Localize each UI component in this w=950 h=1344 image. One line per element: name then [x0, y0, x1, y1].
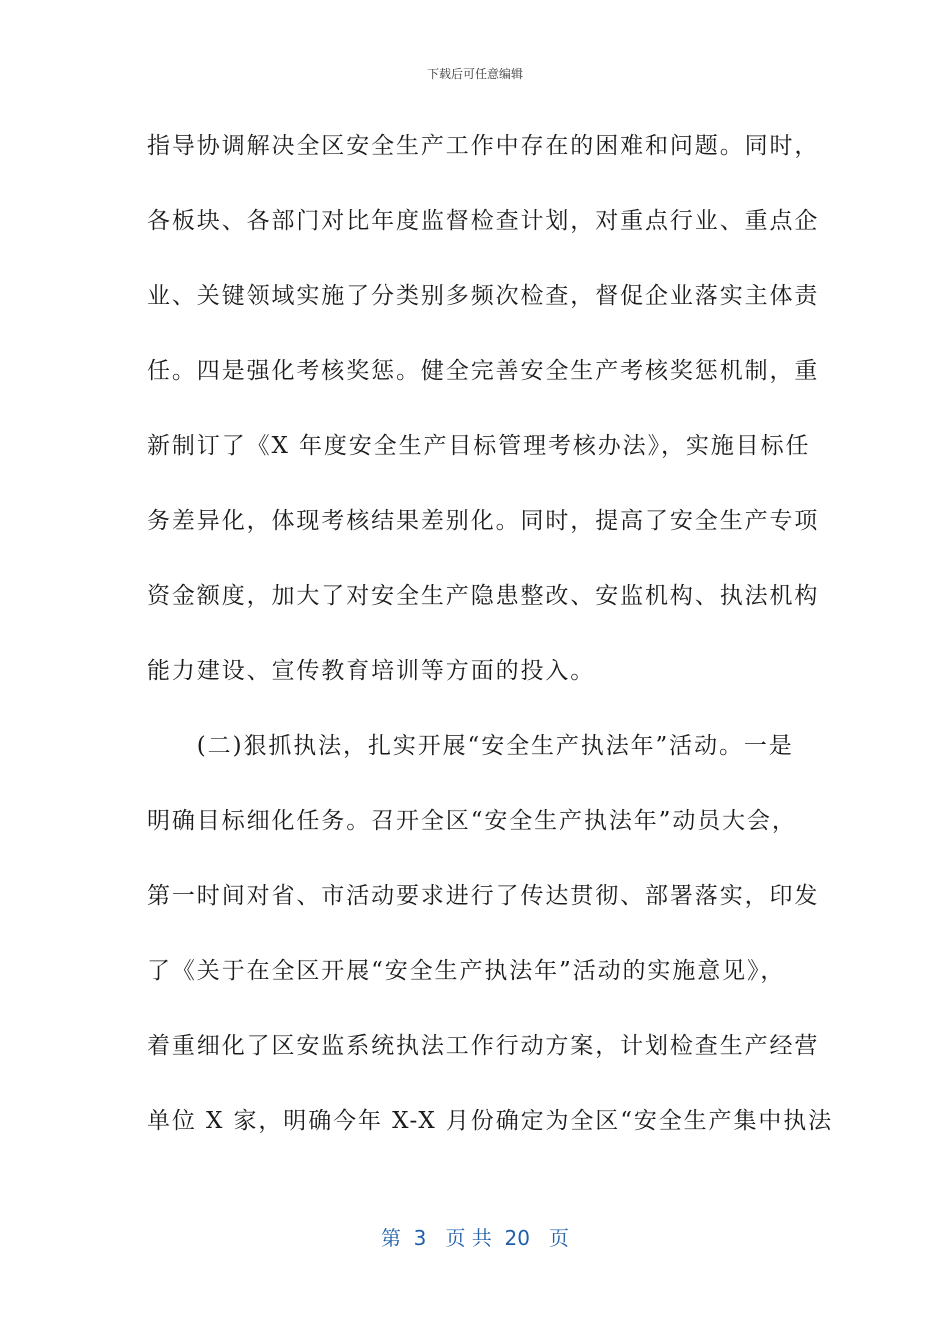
document-body [147, 126, 834, 1176]
body-line: 各板块、各部门对比年度监督检查计划，对重点行业、重点企 [147, 208, 820, 234]
body-line: 指导协调解决全区安全生产工作中存在的困难和问题。同时， [147, 133, 820, 159]
body-line: 了《关于在全区开展“安全生产执法年”活动的实施意见》， [147, 958, 786, 984]
body-line: 第一时间对省、市活动要求进行了传达贯彻、部署落实，印发 [147, 883, 820, 909]
body-line: 资金额度，加大了对安全生产隐患整改、安监机构、执法机构 [147, 583, 820, 609]
body-line: 任。四是强化考核奖惩。健全完善安全生产考核奖惩机制，重 [147, 358, 820, 384]
body-line: 单位 X 家，明确今年 X-X 月份确定为全区“安全生产集中执法 [147, 1108, 834, 1134]
body-line: (二)狠抓执法，扎实开展“安全生产执法年”活动。一是 [147, 733, 794, 759]
body-line: 新制订了《X 年度安全生产目标管理考核办法》，实施目标任 [147, 433, 811, 459]
body-line: 明确目标细化任务。召开全区“安全生产执法年”动员大会， [147, 808, 797, 834]
body-line: 务差异化，体现考核结果差别化。同时，提高了安全生产专项 [147, 508, 820, 534]
page-number-footer: 第 3 页 共 20 页 [380, 1226, 570, 1250]
page-header-note: 下载后可任意编辑 [426, 67, 523, 81]
body-line: 着重细化了区安监系统执法工作行动方案，计划检查生产经营 [147, 1033, 820, 1059]
body-line: 业、关键领域实施了分类别多频次检查，督促企业落实主体责 [147, 283, 820, 309]
body-line: 能力建设、宣传教育培训等方面的投入。 [147, 658, 596, 684]
